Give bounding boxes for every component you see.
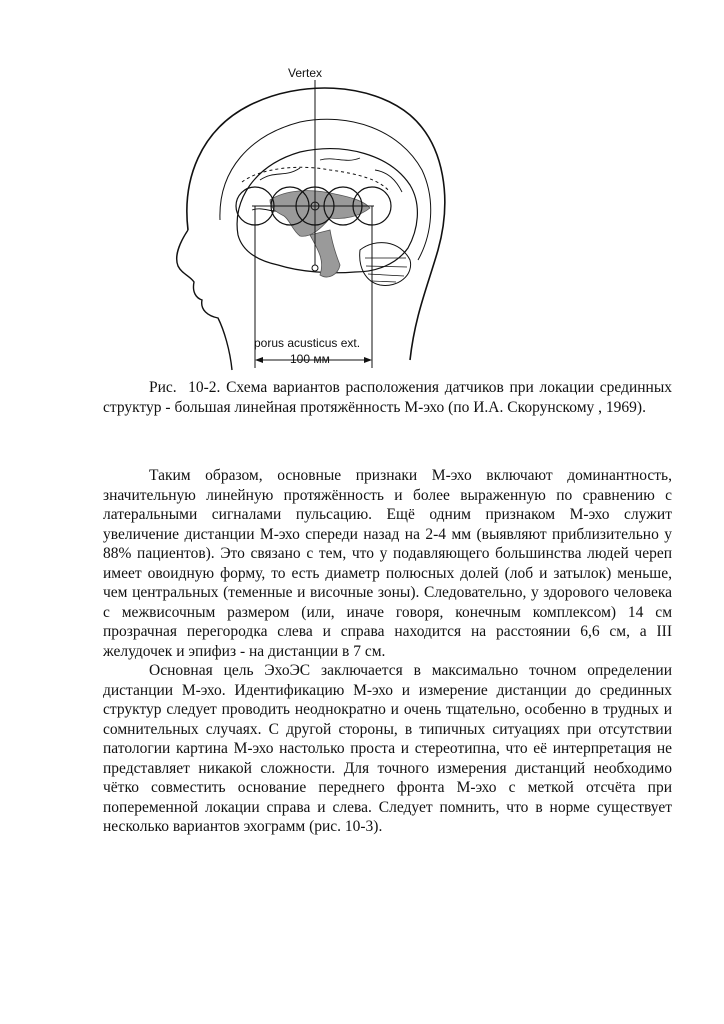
ear-point bbox=[312, 265, 318, 271]
face-profile bbox=[177, 230, 232, 370]
vertex-label: Vertex bbox=[288, 66, 323, 80]
arrow-head-right bbox=[364, 357, 372, 363]
figure-caption bbox=[103, 378, 672, 418]
body-text bbox=[103, 466, 672, 837]
head-diagram bbox=[160, 60, 480, 380]
porus-label: porus acusticus ext. bbox=[254, 336, 361, 350]
caption-text: Схема вариантов расположения датчиков при локации срединных структур - большая линейная протяжённость М-эхо (по И.А. Скорунскому , 1969). bbox=[103, 379, 673, 416]
head-diagram-figure bbox=[160, 60, 480, 380]
paragraph-1: Таким образом, основные признаки М-эхо включают доминантность, значительную линейную протяжённость и более выраженную по сравнению с латеральными сигналами пульсацию. Ещё одним признаком М-эхо служит увеличение дистанции М-эхо спереди назад на 2-4 мм (выявляют приблизительно у 88% пациентов). Это связано с тем, что у подавляющего большинства людей череп имеет овоидную форму, то есть диаметр полюсных долей (лоб и затылок) меньше, чем центральных (теменные и височные зоны). Следовательно, у здорового человека с межвисочным размером (или, иначе говоря, конечным комплексом) 14 см прозрачная перегородка слева и справа находится на расстоянии 6,6 см, а III желудочек и эпифиз - на дистанции в 7 см. bbox=[103, 467, 672, 660]
paragraph-2: Основная цель ЭхоЭС заключается в максимально точном определении дистанции М-эхо. Идентификацию М-эхо и измерение дистанции до срединных структур следует проводить неоднократно и очень тщательно, особенно в трудных и сомнительных случаях. С другой стороны, в типичных ситуациях при отсутствии патологии картина М-эхо настолько проста и стереотипна, что её интерпретация не представляет никакой сложности. Для точного измерения дистанций необходимо чётко совместить основание переднего фронта М-эхо с меткой отсчёта при попеременной локации справа и слева. Следует помнить, что в норме существует несколько вариантов эхограмм (рис. 10-3). bbox=[103, 662, 672, 835]
caption-prefix: Рис. bbox=[149, 379, 177, 396]
ventricle-dashed bbox=[242, 167, 390, 192]
distance-label: 100 мм bbox=[290, 352, 330, 366]
arrow-head-left bbox=[255, 357, 263, 363]
caption-number: 10-2. bbox=[188, 379, 221, 396]
cerebellum bbox=[360, 243, 411, 286]
